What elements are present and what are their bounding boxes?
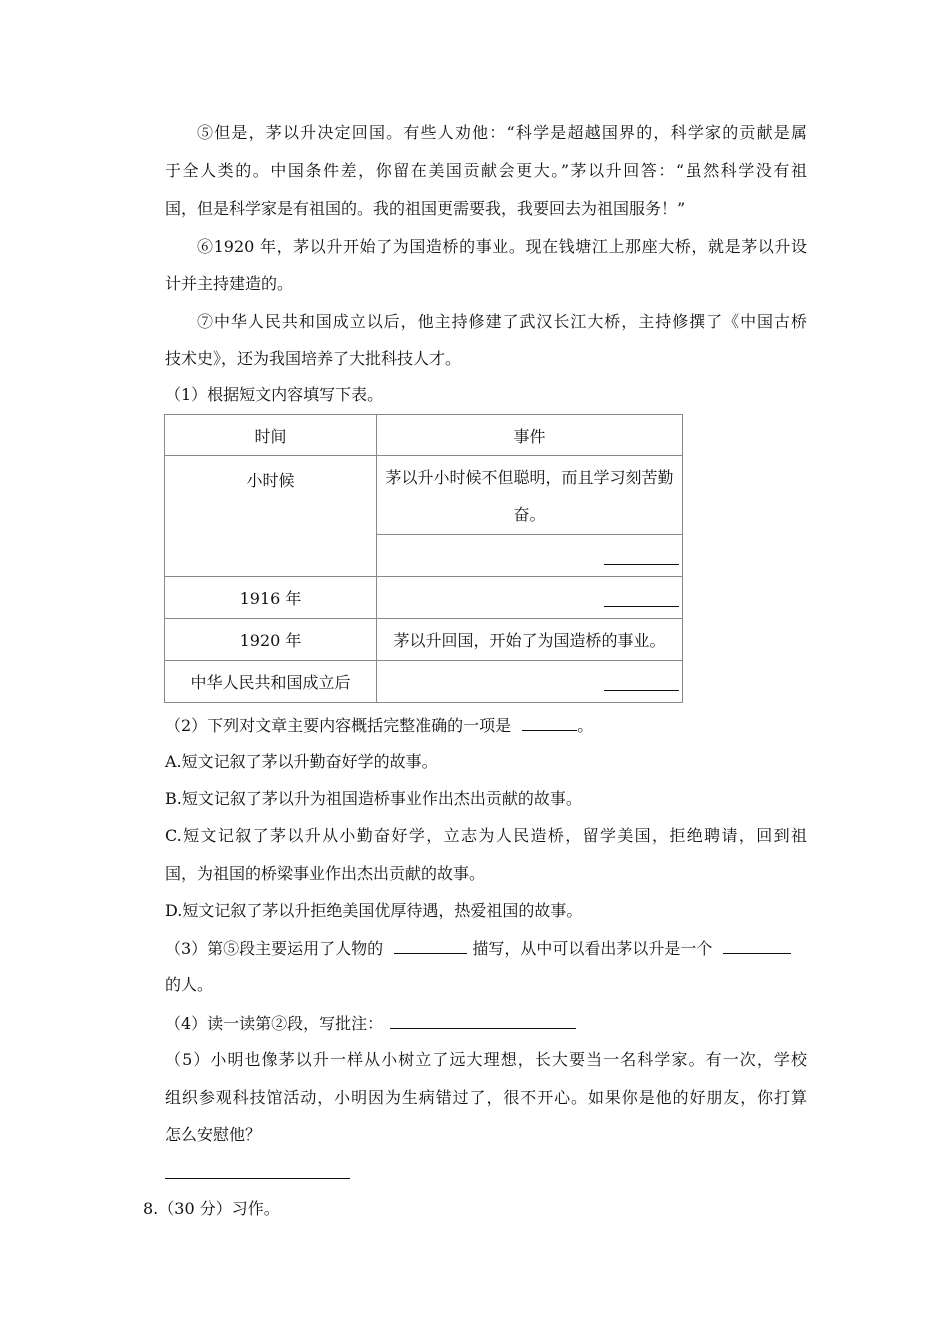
question-8-title: 8.（30 分）习作。 [143,1199,280,1218]
event-answer-blank[interactable] [377,535,683,577]
question-4-prompt [165,1013,576,1034]
fill-in-table [164,414,683,703]
question-2-answer-blank[interactable] [522,715,577,731]
question-3-text: （3）第⑤段主要运用了人物的 [165,939,384,958]
option-c-line-2: 国，为祖国的桥梁事业作出杰出贡献的故事。 [165,864,486,883]
table-row [165,619,683,661]
question-3-line-2: 的人。 [165,975,214,994]
paragraph-7-line-2: 技术史》，还为我国培养了大批科技人才。 [165,349,462,368]
answer-line [604,606,679,607]
question-5-line-2: 组织参观科技馆活动，小明因为生病错过了，很不开心。如果你是他的好朋友，你打算 [165,1088,807,1107]
table-row [165,456,683,535]
paragraph-5-line-1: ⑤但是，茅以升决定回国。有些人劝他：“科学是超越国界的，科学家的贡献是属 [197,123,807,142]
option-b: B.短文记叙了茅以升为祖国造桥事业作出杰出贡献的故事。 [165,789,582,808]
question-3-line-1 [165,938,791,959]
question-3-blank-2[interactable] [723,938,791,954]
event-answer-blank[interactable] [377,577,683,619]
question-2-prompt [165,715,593,736]
option-c-line-1: C.短文记叙了茅以升从小勤奋好学，立志为人民造桥，留学美国，拒绝聘请，回到祖 [165,826,807,845]
answer-line [604,690,679,691]
event-cell [377,456,683,535]
question-1-prompt: （1）根据短文内容填写下表。 [165,385,384,404]
event-cell: 茅以升回国，开始了为国造桥的事业。 [377,619,683,661]
question-3-blank-1[interactable] [394,938,467,954]
option-d: D.短文记叙了茅以升拒绝美国优厚待遇，热爱祖国的故事。 [165,901,583,920]
question-3-text: 描写，从中可以看出茅以升是一个 [472,939,713,958]
paragraph-7-line-1: ⑦中华人民共和国成立以后，他主持修建了武汉长江大桥，主持修撰了《中国古桥 [197,312,807,331]
event-cell-line: 茅以升小时候不但聪明，而且学习刻苦勤 [385,468,674,487]
time-cell: 1916 年 [165,577,377,619]
question-2-text: （2）下列对文章主要内容概括完整准确的一项是 [165,716,512,735]
paragraph-5-line-3: 国，但是科学家是有祖国的。我的祖国更需要我，我要回去为祖国服务！” [165,199,686,218]
answer-line [604,564,679,565]
table-header-row [165,415,683,456]
option-a: A.短文记叙了茅以升勤奋好学的故事。 [165,752,438,771]
header-event: 事件 [377,415,683,456]
question-4-text: （4）读一读第②段，写批注： [165,1014,384,1033]
event-cell-line: 奋。 [513,505,546,524]
time-cell: 中华人民共和国成立后 [165,661,377,703]
question-5-line-1: （5）小明也像茅以升一样从小树立了远大理想，长大要当一名科学家。有一次，学校 [165,1050,807,1069]
question-2-end: 。 [577,716,594,735]
question-4-answer-blank[interactable] [390,1013,576,1029]
time-cell: 1920 年 [165,619,377,661]
event-answer-blank[interactable] [377,661,683,703]
header-time: 时间 [165,415,377,456]
table-row [165,661,683,703]
paragraph-5-line-2: 于全人类的。中国条件差，你留在美国贡献会更大。”茅以升回答：“虽然科学没有祖 [165,161,807,180]
question-5-answer-blank[interactable] [165,1178,350,1179]
time-cell: 小时候 [165,456,377,577]
paragraph-6-line-2: 计并主持建造的。 [165,274,294,293]
question-5-line-3: 怎么安慰他？ [165,1125,262,1144]
table-row [165,577,683,619]
paragraph-6-line-1: ⑥1920 年，茅以升开始了为国造桥的事业。现在钱塘江上那座大桥，就是茅以升设 [197,237,807,256]
